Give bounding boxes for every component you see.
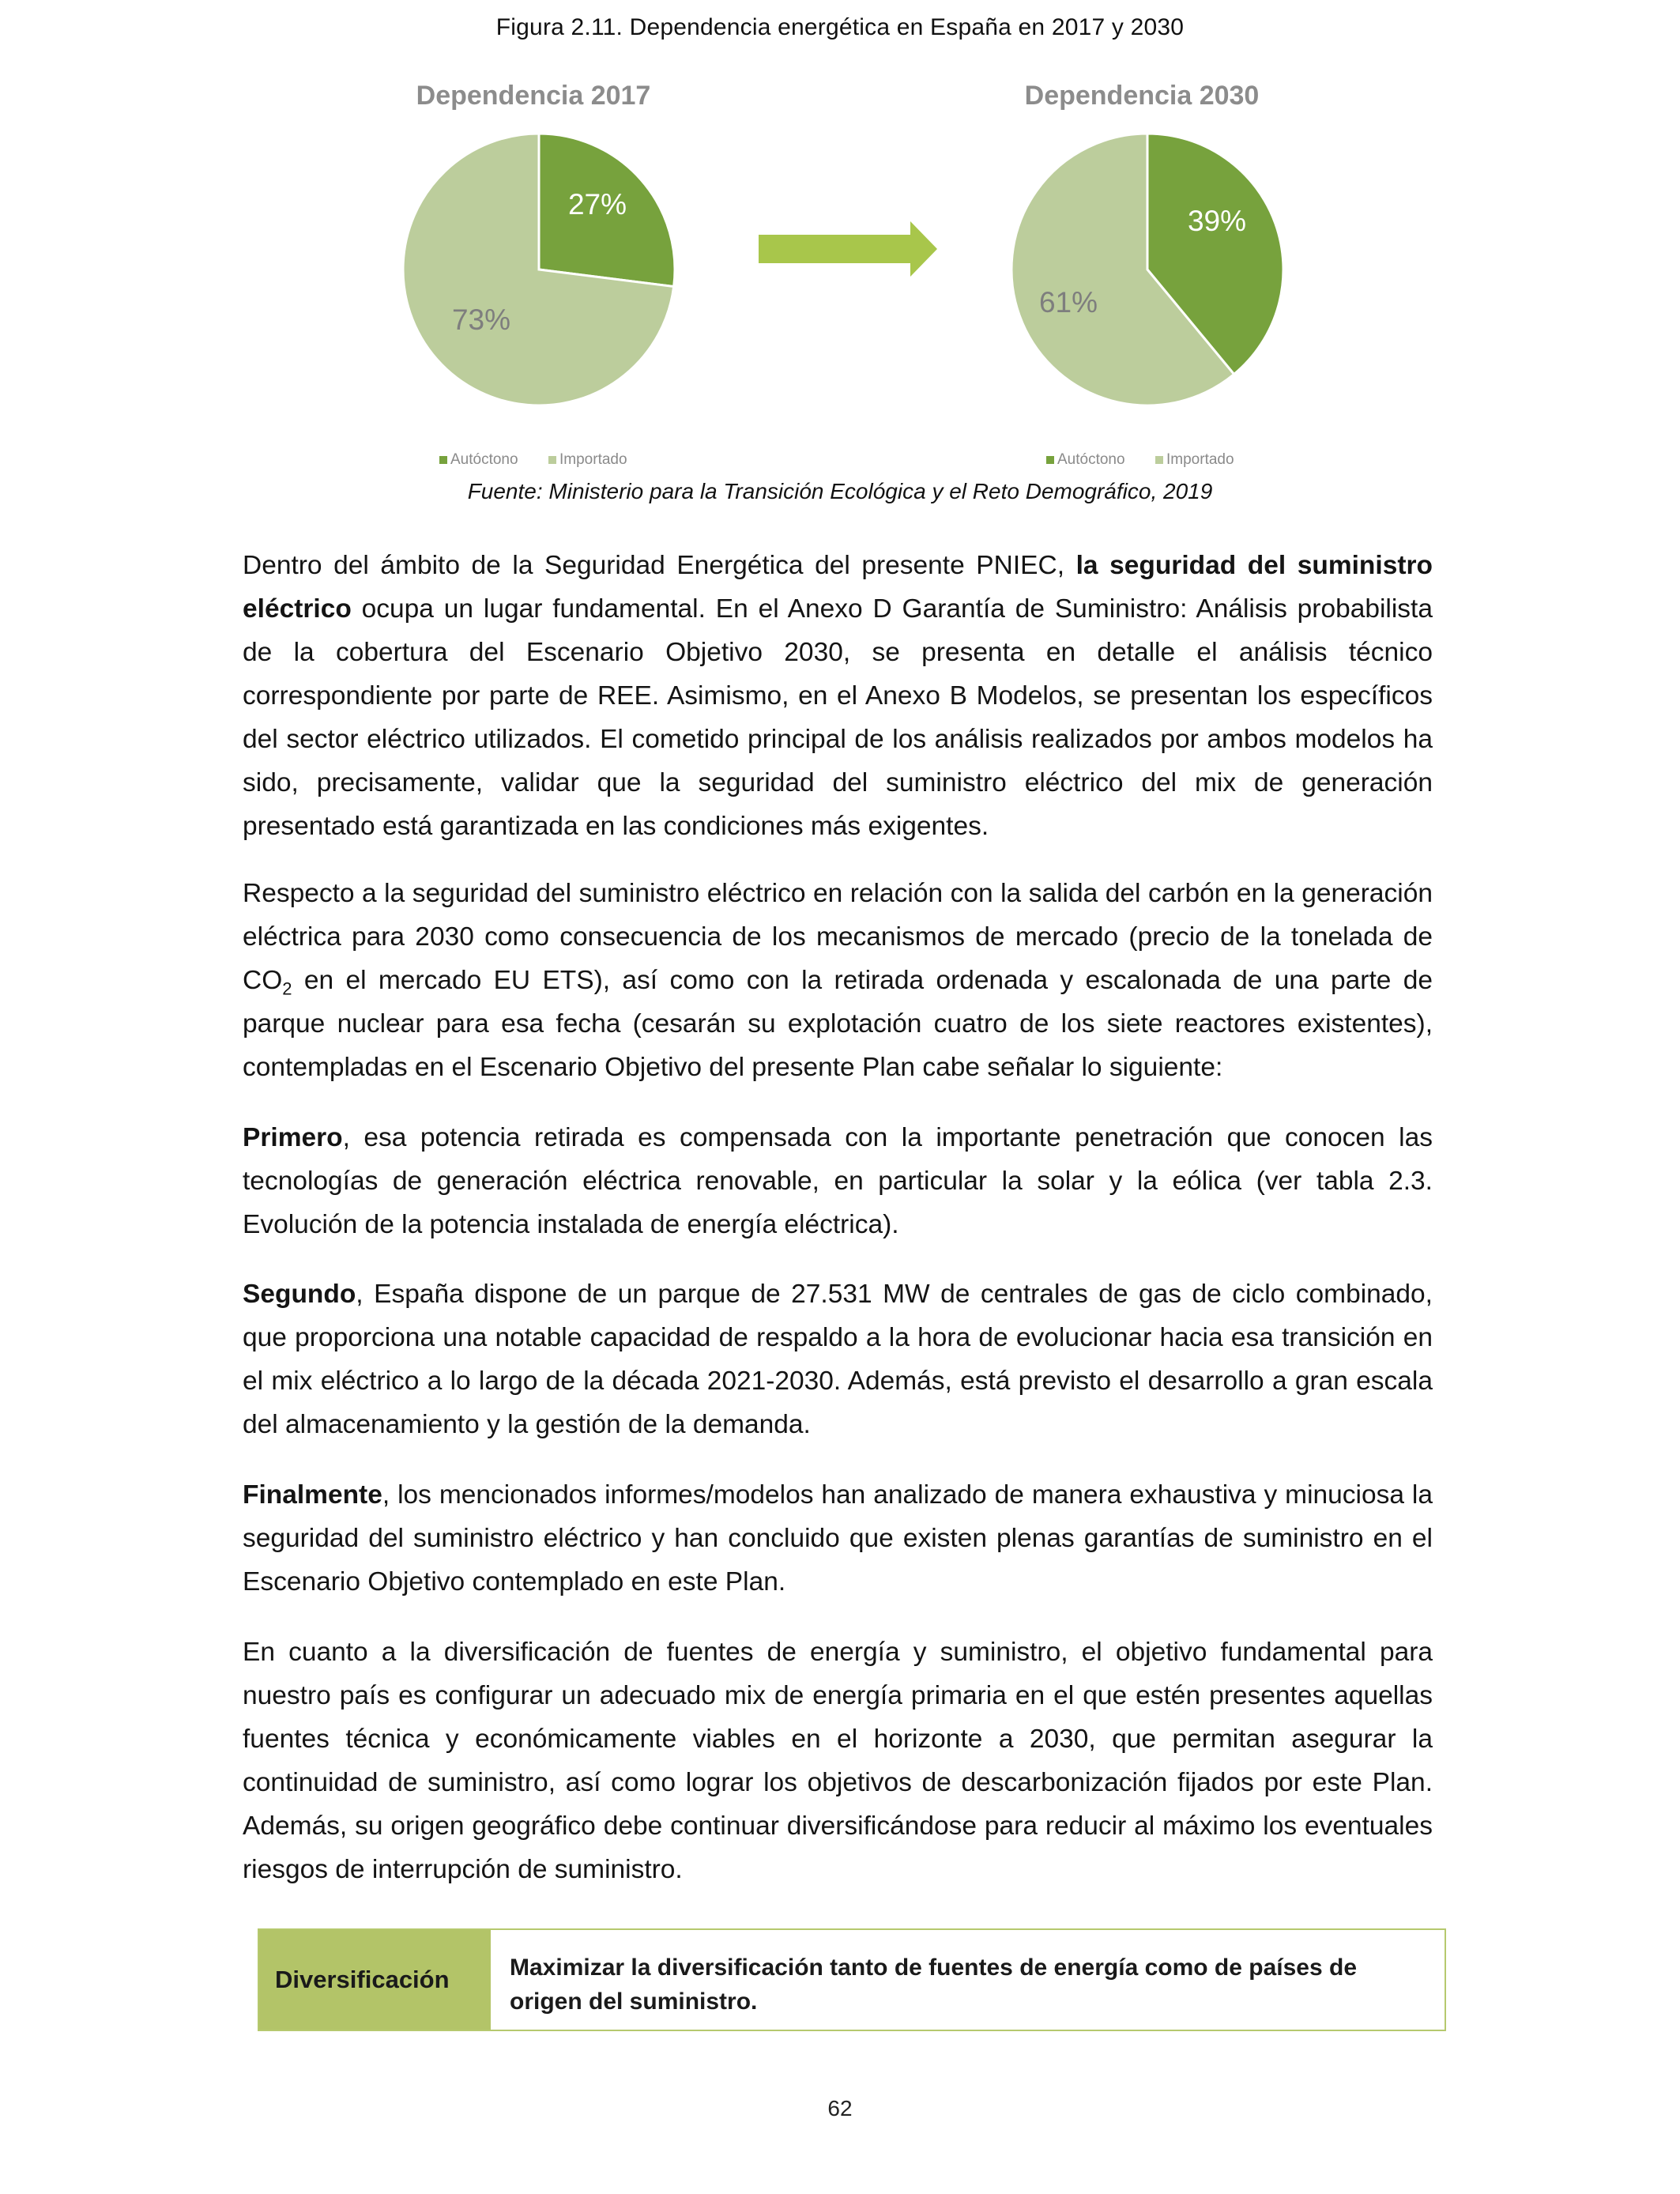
paragraph-segundo	[243, 1272, 1433, 1446]
pie-title-2030: Dependencia 2030	[1024, 81, 1260, 111]
pie-chart-2030-svg	[901, 75, 1391, 486]
page-number: 62	[827, 2096, 853, 2120]
paragraph-salida-carbon	[243, 872, 1433, 1089]
pie-chart-2017-svg	[292, 75, 782, 486]
diversificacion-callout-table	[258, 1928, 1446, 2031]
legend-swatch-importado-2017	[548, 456, 556, 464]
callout-label: Diversificación	[259, 1930, 491, 2030]
figure-title: Figura 2.11. Dependencia energética en España en 2017 y 2030	[495, 14, 1185, 40]
pie-chart-2030	[901, 75, 1391, 486]
paragraph-seguridad-suministro	[243, 544, 1433, 848]
legend-swatch-importado-2030	[1155, 456, 1163, 464]
slice-label-autoctono-2030: 39%	[1187, 205, 1247, 237]
paragraph-5-text: , los mencionados informes/modelos han analizado de manera exhaustiva y minuciosa la seguridad del suministro eléctrico y han concluido que existen plenas garantías de suministro en el Escenario Objetivo contemplado en este Plan.	[243, 1480, 1433, 1596]
paragraph-2-text-b: en el mercado EU ETS), así como con la retirada ordenada y escalonada de una parte de parque nuclear para esa fecha (cesarán su explotación cuatro de los siete reactores existentes), contempladas en el Escenario Objetivo del presente Plan cabe señalar lo siguiente:	[243, 966, 1433, 1082]
legend-label-importado-2030: Importado	[1166, 451, 1234, 468]
paragraph-3-lead: Primero	[243, 1123, 343, 1152]
paragraph-6-text: En cuanto a la diversificación de fuentes de energía y suministro, el objetivo fundamental para nuestro país es configurar un adecuado mix de energía primaria en el que estén presentes aquellas fuentes técnica y económicamente viables en el horizonte a 2030, que permitan asegurar la continuidad de suministro, así como lograr los objetivos de descarbonización fijados por este Plan. Además, su origen geográfico debe continuar diversificándose para reducir al máximo los eventuales riesgos de interrupción de suministro.	[243, 1638, 1433, 1884]
paragraph-2-subscript: 2	[282, 978, 292, 999]
paragraph-primero	[243, 1116, 1433, 1246]
legend-swatch-autoctono-2030	[1046, 456, 1054, 464]
paragraph-diversificacion	[243, 1630, 1433, 1891]
legend-label-autoctono-2030: Autóctono	[1057, 451, 1125, 468]
paragraph-3-text: , esa potencia retirada es compensada con la importante penetración que conocen las tecnologías de generación eléctrica renovable, en particular la solar y la eólica (ver tabla 2.3. Evolución de la potencia instalada de energía eléctrica).	[243, 1123, 1433, 1239]
slice-label-importado-2017: 73%	[451, 303, 511, 336]
figure-source: Fuente: Ministerio para la Transición Ecológica y el Reto Demográfico, 2019	[467, 479, 1213, 503]
callout-text: Maximizar la diversificación tanto de fuentes de energía como de países de origen del suministro.	[510, 1955, 1358, 2015]
pie-title-2017: Dependencia 2017	[416, 81, 651, 111]
paragraph-1-text-c: ocupa un lugar fundamental. En el Anexo D Garantía de Suministro: Análisis probabilista de la cobertura del Escenario Objetivo 2030, se presenta en detalle el análisis técnico correspondiente por parte de REE. Asimismo, en el Anexo B Modelos, se presentan los específicos del sector eléctrico utilizados. El cometido principal de los análisis realizados por ambos modelos ha sido, precisamente, validar que la seguridad del suministro eléctrico del mix de generación presentado está garantizada en las condiciones más exigentes.	[243, 594, 1433, 841]
paragraph-1-bold: la seguridad del suministro eléctrico	[243, 551, 1433, 624]
legend-label-importado-2017: Importado	[559, 451, 627, 468]
legend-label-autoctono-2017: Autóctono	[450, 451, 518, 468]
pie-chart-2017	[292, 75, 782, 486]
paragraph-1-text-a: Dentro del ámbito de la Seguridad Energética del presente PNIEC,	[243, 551, 1076, 580]
slice-label-importado-2030: 61%	[1038, 286, 1098, 319]
paragraph-2-text-a: Respecto a la seguridad del suministro eléctrico en relación con la salida del carbón en la generación eléctrica para 2030 como consecuencia de los mecanismos de mercado (precio de la tonelada de CO	[243, 879, 1433, 995]
paragraph-4-text: , España dispone de un parque de 27.531 MW de centrales de gas de ciclo combinado, que proporciona una notable capacidad de respaldo a la hora de evolucionar hacia esa transición en el mix eléctrico a lo largo de la década 2021-2030. Además, está previsto el desarrollo a gran escala del almacenamiento y la gestión de la demanda.	[243, 1280, 1433, 1439]
paragraph-5-lead: Finalmente	[243, 1480, 382, 1510]
paragraph-finalmente	[243, 1473, 1433, 1604]
paragraph-4-lead: Segundo	[243, 1280, 356, 1309]
legend-swatch-autoctono-2017	[439, 456, 447, 464]
slice-label-autoctono-2017: 27%	[567, 188, 627, 221]
